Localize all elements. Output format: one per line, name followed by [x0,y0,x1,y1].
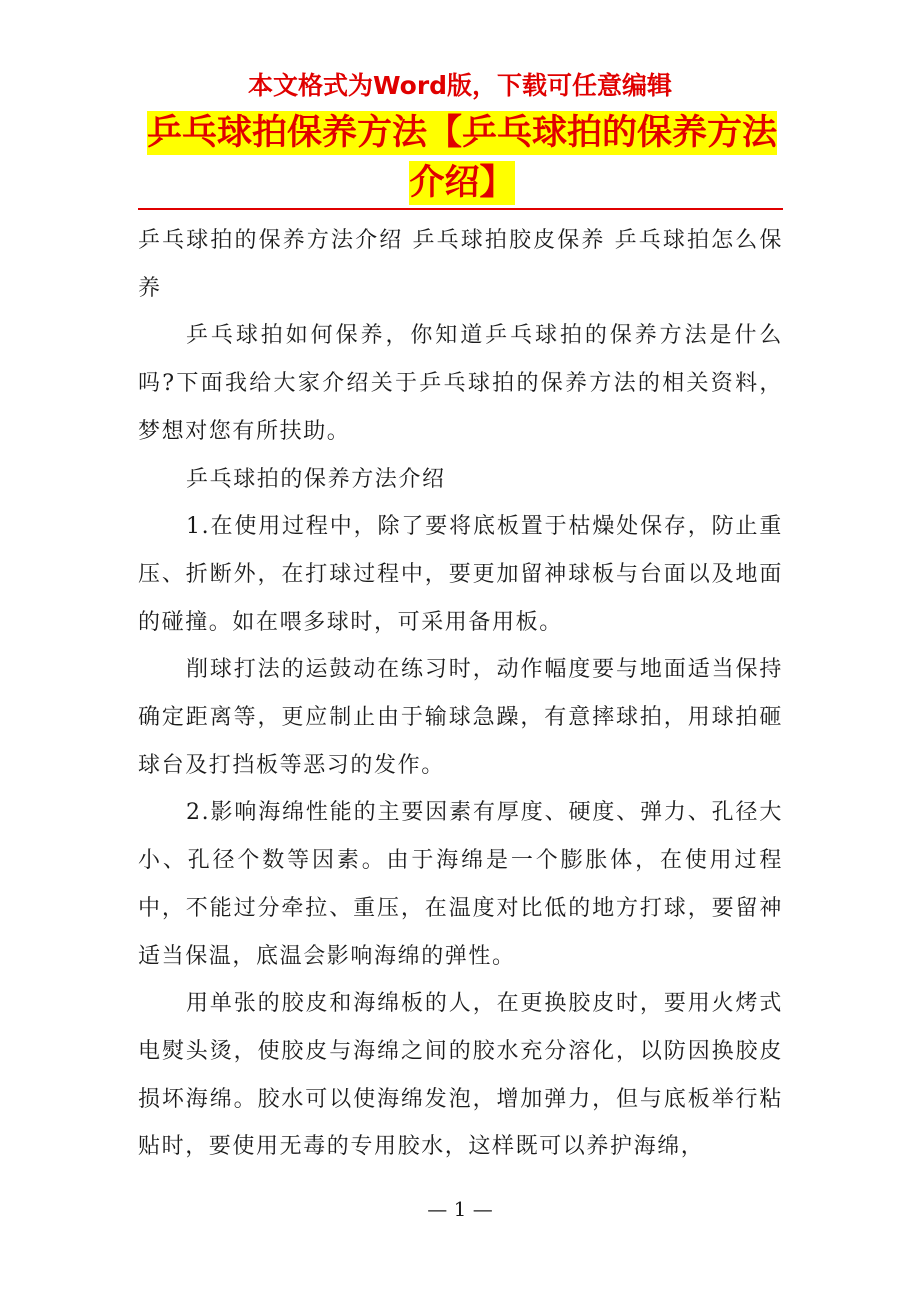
body-paragraph: 乒乓球拍如何保养，你知道乒乓球拍的保养方法是什么吗?下面我给大家介绍关于乒乓球拍的保养方法的相关资料，梦想对您有所扶助。 [138,323,783,444]
keywords-paragraph: 乒乓球拍的保养方法介绍 乒乓球拍胶皮保养 乒乓球拍怎么保养 [138,228,783,301]
title-divider [138,208,783,210]
body-paragraph: 削球打法的运鼓动在练习时，动作幅度要与地面适当保持确定距离等，更应制止由于输球急躁，有意摔球拍，用球拍砸球台及打挡板等恶习的发作。 [138,657,783,778]
page-number: — 1 — [427,1197,493,1221]
format-notice: 本文格式为Word版，下载可任意编辑 [247,71,673,100]
document-body [138,217,783,1171]
body-paragraph: 2.影响海绵性能的主要因素有厚度、硬度、弹力、孔径大小、孔径个数等因素。由于海绵是一个膨胀体，在使用过程中，不能过分牵拉、重压，在温度对比低的地方打球，要留神适当保温，底温会影响海绵的弹性。 [138,800,783,969]
document-title [138,108,786,208]
body-paragraph: 用单张的胶皮和海绵板的人，在更换胶皮时，要用火烤式电熨头烫，使胶皮与海绵之间的胶水充分溶化，以防因换胶皮损坏海绵。胶水可以使海绵发泡，增加弹力，但与底板举行粘贴时，要使用无毒的专用胶水，这样既可以养护海绵， [138,991,783,1160]
title-text: 乒乓球拍保养方法【乒乓球拍的保养方法介绍】 [146,113,777,203]
body-paragraph: 1.在使用过程中，除了要将底板置于枯燥处保存，防止重压、折断外，在打球过程中，要更加留神球板与台面以及地面的碰撞。如在喂多球时，可采用备用板。 [138,514,783,635]
section-heading: 乒乓球拍的保养方法介绍 [186,466,446,492]
